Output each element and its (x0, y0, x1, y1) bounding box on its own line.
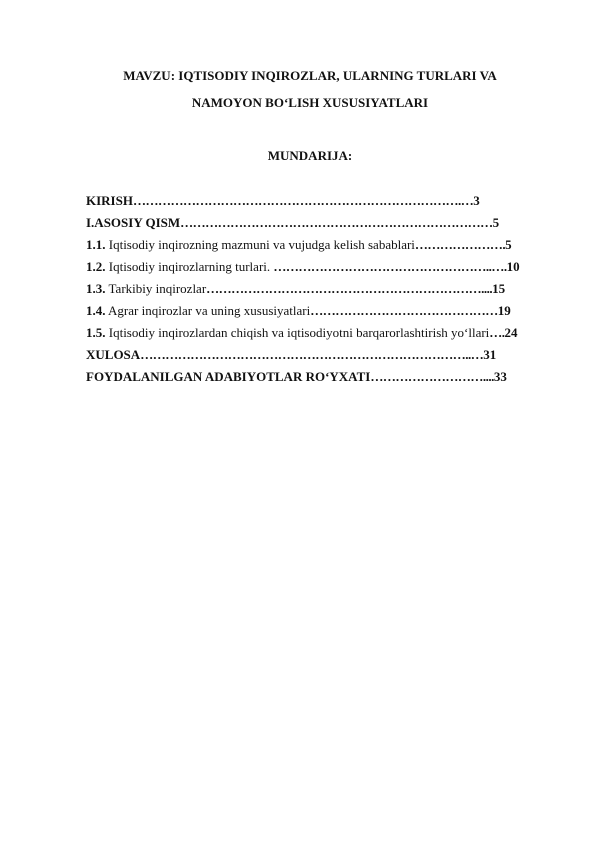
toc-entry-1-5 (86, 322, 558, 344)
toc-entry-page: 10 (506, 259, 520, 274)
toc-entry-leader: …………………. (414, 237, 506, 252)
toc-entry-page: 3 (473, 193, 480, 208)
toc-entry-1-4 (86, 300, 558, 322)
table-of-contents (86, 190, 558, 388)
toc-entry-title: FOYDALANILGAN ADABIYOTLAR RO‘YXATI (86, 369, 371, 384)
document-title-line-1: MAVZU: IQTISODIY INQIROZLAR, ULARNING TURLARI VA (123, 68, 497, 83)
toc-entry-adabiyotlar (86, 366, 558, 388)
contents-heading: MUNDARIJA: (267, 148, 353, 163)
toc-entry-page: 15 (492, 281, 506, 296)
toc-entry-number: 1.4. (86, 303, 106, 318)
toc-entry-title: Agrar inqirozlar va uning xususiyatlari (105, 303, 311, 318)
toc-entry-leader: …………………………………………………………………….… (132, 193, 474, 208)
toc-entry-title: KIRISH (86, 193, 133, 208)
toc-entry-leader: ……………………………………………..…. (273, 259, 507, 274)
toc-entry-page: 24 (504, 325, 518, 340)
toc-entry-title: I.ASOSIY QISM (86, 215, 181, 230)
toc-entry-asosiy-qism (86, 212, 558, 234)
toc-entry-title: Iqtisodiy inqirozlardan chiqish va iqtisodiyotni barqarorlashtirish yo‘llari (105, 325, 490, 340)
toc-entry-leader: …. (489, 325, 505, 340)
toc-entry-page: 19 (497, 303, 511, 318)
toc-entry-1-1 (86, 234, 558, 256)
toc-entry-leader: ……………………………………………………………………..… (140, 347, 484, 362)
toc-entry-page: 31 (483, 347, 497, 362)
toc-entry-leader: ……………………………………… (310, 303, 498, 318)
toc-entry-1-3 (86, 278, 558, 300)
toc-entry-number: 1.3. (86, 281, 106, 296)
toc-entry-title: Iqtisodiy inqirozlarning turlari. (105, 259, 274, 274)
document-title-line-2: NAMOYON BO‘LISH XUSUSIYATLARI (191, 95, 429, 110)
toc-entry-number: 1.5. (86, 325, 106, 340)
toc-entry-leader: ………………………………………………………….... (206, 281, 493, 296)
toc-entry-leader: ……………………….... (370, 369, 494, 384)
toc-entry-title: XULOSA (86, 347, 141, 362)
toc-entry-kirish (86, 190, 558, 212)
toc-entry-number: 1.2. (86, 259, 106, 274)
toc-entry-number: 1.1. (86, 237, 106, 252)
toc-entry-leader: ………………………………………………………………… (180, 215, 493, 230)
toc-entry-title: Iqtisodiy inqirozning mazmuni va vujudga kelish sabablari (105, 237, 415, 252)
toc-entry-title: Tarkibiy inqirozlar (105, 281, 207, 296)
toc-entry-page: 5 (505, 237, 512, 252)
toc-entry-1-2 (86, 256, 558, 278)
toc-entry-page: 5 (492, 215, 500, 230)
toc-entry-xulosa (86, 344, 558, 366)
toc-entry-page: 33 (493, 369, 507, 384)
